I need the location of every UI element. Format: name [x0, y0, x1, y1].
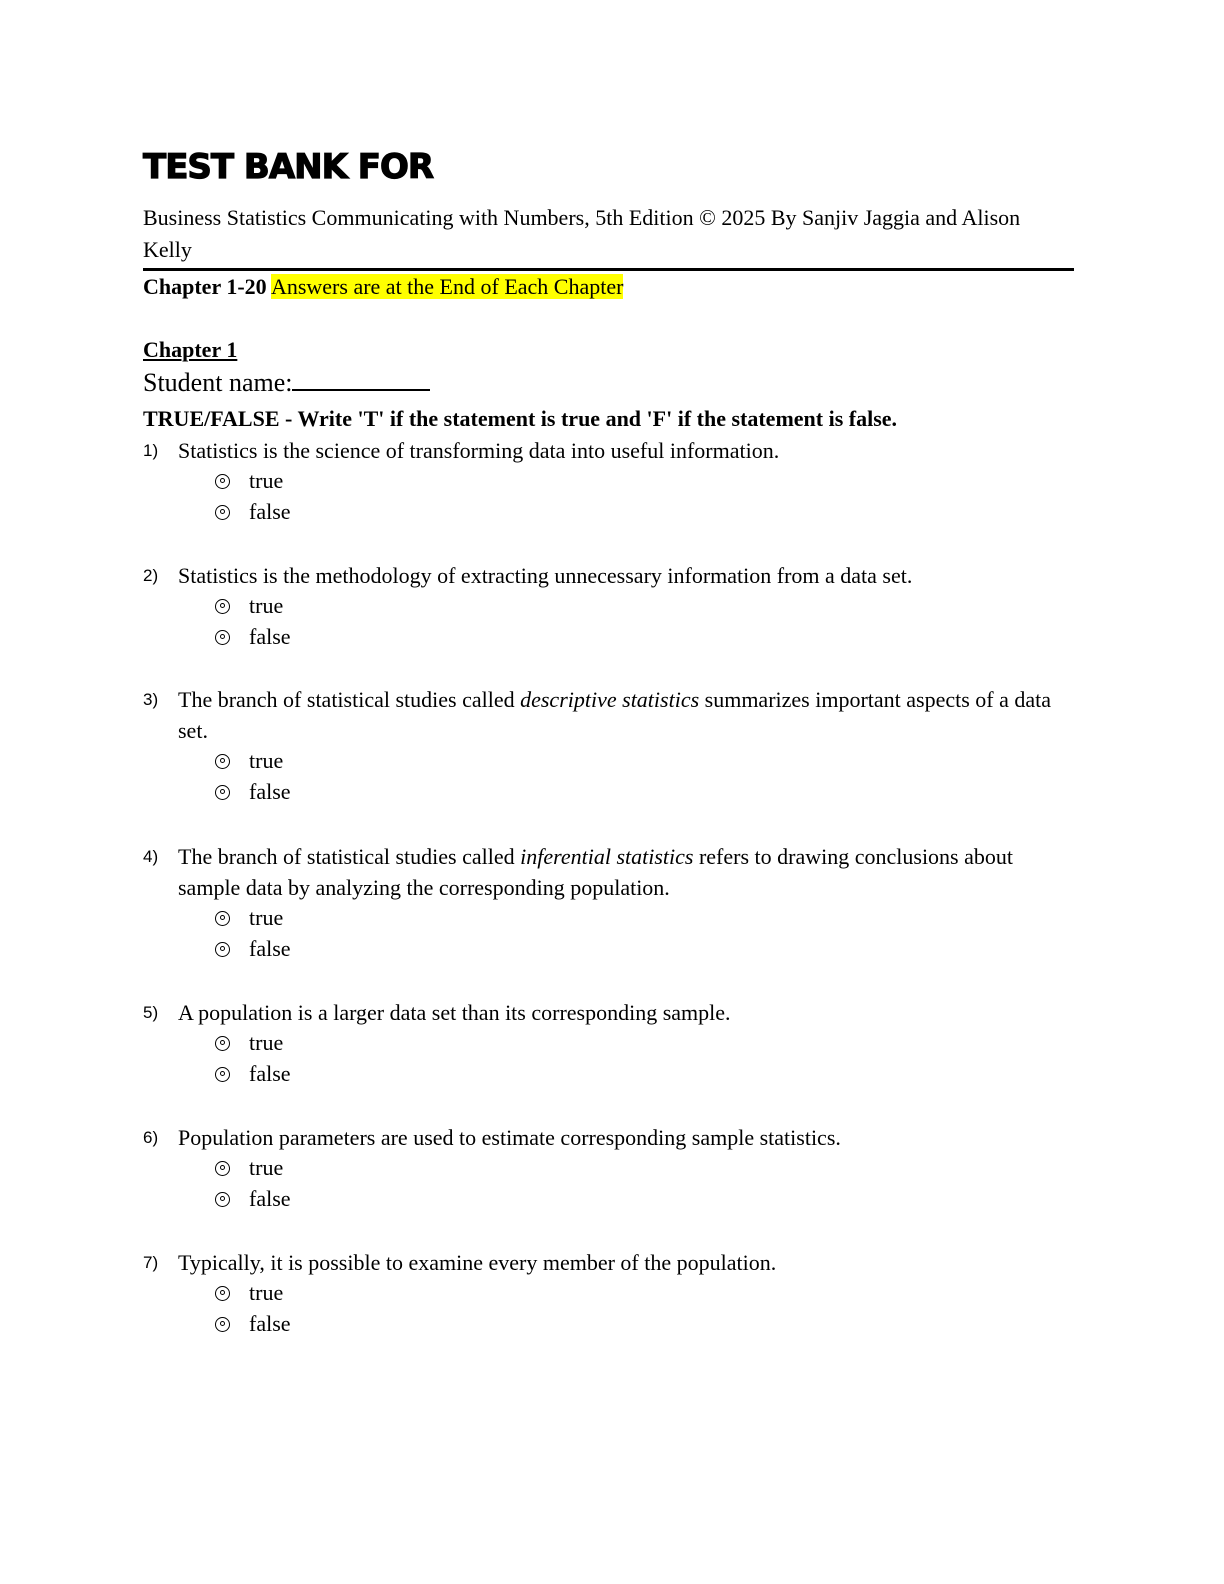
answers-note: Answers are at the End of Each Chapter [270, 274, 624, 299]
question-text-part: Statistics is the science of transforming data into useful information. [178, 438, 780, 463]
option-label: true [249, 1280, 284, 1305]
radio-icon[interactable] [215, 1317, 230, 1332]
option-label: true [249, 468, 284, 493]
question-text [178, 435, 1073, 466]
student-name-blank[interactable] [292, 388, 430, 391]
question-text [178, 1122, 1073, 1153]
question-number: 2) [143, 566, 159, 585]
question-number: 6) [143, 1128, 159, 1147]
chapter-range-line [143, 272, 623, 302]
chapter-heading: Chapter 1 [143, 337, 238, 362]
radio-icon[interactable] [215, 942, 230, 957]
radio-icon[interactable] [215, 474, 230, 489]
question-text [178, 841, 1073, 903]
horizontal-rule [143, 268, 1074, 271]
document-subtitle: Business Statistics Communicating with Numbers, 5th Edition © 2025 By Sanjiv Jaggia and Alison Kelly [143, 205, 1021, 262]
question-number: 3) [143, 690, 159, 709]
question-text-part: summarizes important aspects of a data set. [178, 687, 1052, 743]
radio-icon[interactable] [215, 505, 230, 520]
radio-icon[interactable] [215, 754, 230, 769]
question-text-part: Population parameters are used to estimate corresponding sample statistics. [178, 1125, 841, 1150]
question-term: descriptive statistics [520, 687, 700, 712]
question-text [178, 684, 1073, 746]
answer-option-false[interactable] [215, 1059, 291, 1089]
answer-option-true[interactable] [215, 746, 283, 776]
instructions: TRUE/FALSE - Write 'T' if the statement is true and 'F' if the statement is false. [143, 406, 898, 431]
question-text-part: The branch of statistical studies called [178, 687, 521, 712]
radio-icon[interactable] [215, 911, 230, 926]
option-label: true [249, 905, 284, 930]
question-text [178, 997, 1073, 1028]
question-number: 1) [143, 441, 159, 460]
document-title: TEST BANK FOR [143, 147, 434, 187]
question-text-part: A population is a larger data set than its corresponding sample. [178, 1000, 731, 1025]
answer-option-true[interactable] [215, 1028, 283, 1058]
option-label: false [249, 499, 291, 524]
option-label: false [249, 1061, 291, 1086]
answer-option-false[interactable] [215, 1309, 291, 1339]
answer-option-false[interactable] [215, 777, 291, 807]
radio-icon[interactable] [215, 1036, 230, 1051]
answer-option-true[interactable] [215, 903, 283, 933]
option-label: false [249, 624, 291, 649]
answer-option-true[interactable] [215, 1153, 283, 1183]
question-term: inferential statistics [520, 844, 694, 869]
radio-icon[interactable] [215, 1286, 230, 1301]
question-number: 7) [143, 1253, 159, 1272]
option-label: false [249, 1311, 291, 1336]
option-label: false [249, 936, 291, 961]
question-number: 4) [143, 847, 159, 866]
option-label: true [249, 1155, 284, 1180]
chapter-range: Chapter 1-20 [143, 274, 267, 299]
option-label: true [249, 1030, 284, 1055]
answer-option-true[interactable] [215, 1278, 283, 1308]
answer-option-false[interactable] [215, 622, 291, 652]
question-text-part: refers to drawing conclusions about sample data by analyzing the corresponding population. [178, 844, 1013, 900]
question-text-part: The branch of statistical studies called [178, 844, 521, 869]
answer-option-true[interactable] [215, 466, 283, 496]
answer-option-false[interactable] [215, 934, 291, 964]
option-label: false [249, 779, 291, 804]
question-text [178, 1247, 1073, 1278]
radio-icon[interactable] [215, 599, 230, 614]
question-number: 5) [143, 1003, 159, 1022]
option-label: true [249, 748, 284, 773]
question-text [178, 560, 1073, 591]
answer-option-false[interactable] [215, 497, 291, 527]
option-label: true [249, 593, 284, 618]
radio-icon[interactable] [215, 1161, 230, 1176]
student-name-line [143, 366, 430, 400]
radio-icon[interactable] [215, 785, 230, 800]
radio-icon[interactable] [215, 1192, 230, 1207]
radio-icon[interactable] [215, 1067, 230, 1082]
option-label: false [249, 1186, 291, 1211]
answer-option-false[interactable] [215, 1184, 291, 1214]
student-name-label: Student name: [143, 368, 293, 397]
question-text-part: Typically, it is possible to examine every member of the population. [178, 1250, 777, 1275]
answer-option-true[interactable] [215, 591, 283, 621]
radio-icon[interactable] [215, 630, 230, 645]
question-text-part: Statistics is the methodology of extracting unnecessary information from a data set. [178, 563, 913, 588]
